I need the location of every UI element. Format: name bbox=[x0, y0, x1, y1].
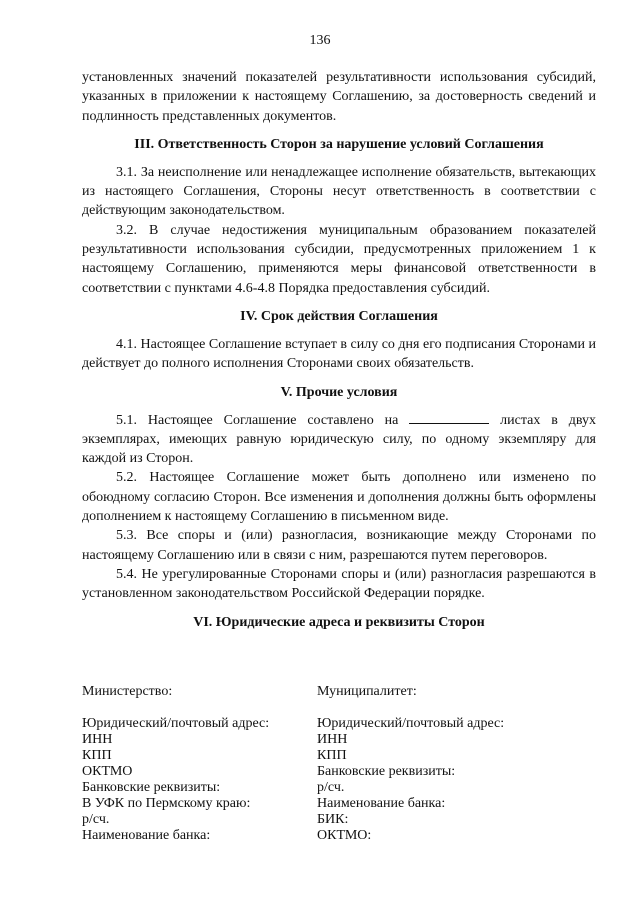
municipality-bank-name: Наименование банка: bbox=[317, 796, 446, 811]
municipality-bik: БИК: bbox=[317, 812, 349, 827]
paragraph-5-1-end: листах в двух экземплярах, имеющих равную юридическую силу, по одному экземпляру для каждой из Сторон. bbox=[82, 412, 597, 467]
intro-paragraph: установленных значений показателей результативности использования субсидий, указанных в приложении к настоящему Соглашению, за достоверность сведений и подлинность представленных документов. bbox=[82, 70, 596, 124]
paragraph-4-1: 4.1. Настоящее Соглашение вступает в силу со дня его подписания Сторонами и действует до полного исполнения Сторонами своих обязательств. bbox=[82, 336, 596, 372]
municipality-address: Юридический/почтовый адрес: bbox=[317, 716, 505, 731]
ministry-ufk: В УФК по Пермскому краю: bbox=[82, 796, 251, 811]
paragraph-3-1: 3.1. За неисполнение или ненадлежащее исполнение обязательств, вытекающих из настоящего Соглашения, Стороны несут ответственность в соответствии с действующим законодательством. bbox=[82, 164, 596, 219]
municipality-inn: ИНН bbox=[317, 732, 348, 747]
ministry-column bbox=[82, 684, 317, 844]
document-body bbox=[82, 68, 596, 641]
municipality-oktmo: ОКТМО: bbox=[317, 828, 372, 843]
paragraph-5-1-start: 5.1. Настоящее Соглашение составлено на bbox=[116, 412, 399, 428]
ministry-title: Министерство: bbox=[82, 684, 173, 699]
ministry-inn: ИНН bbox=[82, 732, 113, 747]
paragraph-5-4: 5.4. Не урегулированные Сторонами споры и (или) разногласия разрешаются в установленном законодательством Российской Федерации порядке. bbox=[82, 566, 596, 602]
municipality-account: р/сч. bbox=[317, 780, 345, 795]
ministry-oktmo: ОКТМО bbox=[82, 764, 133, 779]
ministry-bank-details: Банковские реквизиты: bbox=[82, 780, 221, 795]
sheet-count-blank bbox=[409, 411, 489, 424]
paragraph-5-1 bbox=[82, 411, 596, 469]
page-number: 136 bbox=[309, 33, 331, 48]
municipality-title: Муниципалитет: bbox=[317, 684, 417, 699]
municipality-bank-details: Банковские реквизиты: bbox=[317, 764, 456, 779]
section-3-heading: III. Ответственность Сторон за нарушение условий Соглашения bbox=[134, 136, 544, 152]
section-6-heading: VI. Юридические адреса и реквизиты Сторон bbox=[193, 614, 485, 630]
ministry-kpp: КПП bbox=[82, 748, 112, 763]
ministry-bank-name: Наименование банка: bbox=[82, 828, 211, 843]
paragraph-5-3: 5.3. Все споры и (или) разногласия, возникающие между Сторонами по настоящему Соглашению или в связи с ним, разрешаются путем переговоров. bbox=[82, 528, 596, 563]
paragraph-5-2: 5.2. Настоящее Соглашение может быть дополнено или изменено по обоюдному согласию Сторон. Все изменения и дополнения должны быть оформлены дополнением к настоящему Соглашению в письменном виде. bbox=[82, 470, 596, 525]
ministry-account: р/сч. bbox=[82, 812, 110, 827]
section-5-heading: V. Прочие условия bbox=[280, 384, 398, 400]
paragraph-3-2: 3.2. В случае недостижения муниципальным образованием показателей результативности использования субсидии, предусмотренных приложением 1 к настоящему Соглашению, применяются меры финансовой ответственности в соответствии с пунктами 4.6-4.8 Порядка предоставления субсидий. bbox=[82, 222, 596, 296]
municipality-kpp: КПП bbox=[317, 748, 347, 763]
section-4-heading: IV. Срок действия Соглашения bbox=[240, 308, 438, 324]
ministry-address: Юридический/почтовый адрес: bbox=[82, 716, 270, 731]
municipality-column bbox=[317, 684, 552, 844]
requisites-block bbox=[82, 684, 596, 844]
